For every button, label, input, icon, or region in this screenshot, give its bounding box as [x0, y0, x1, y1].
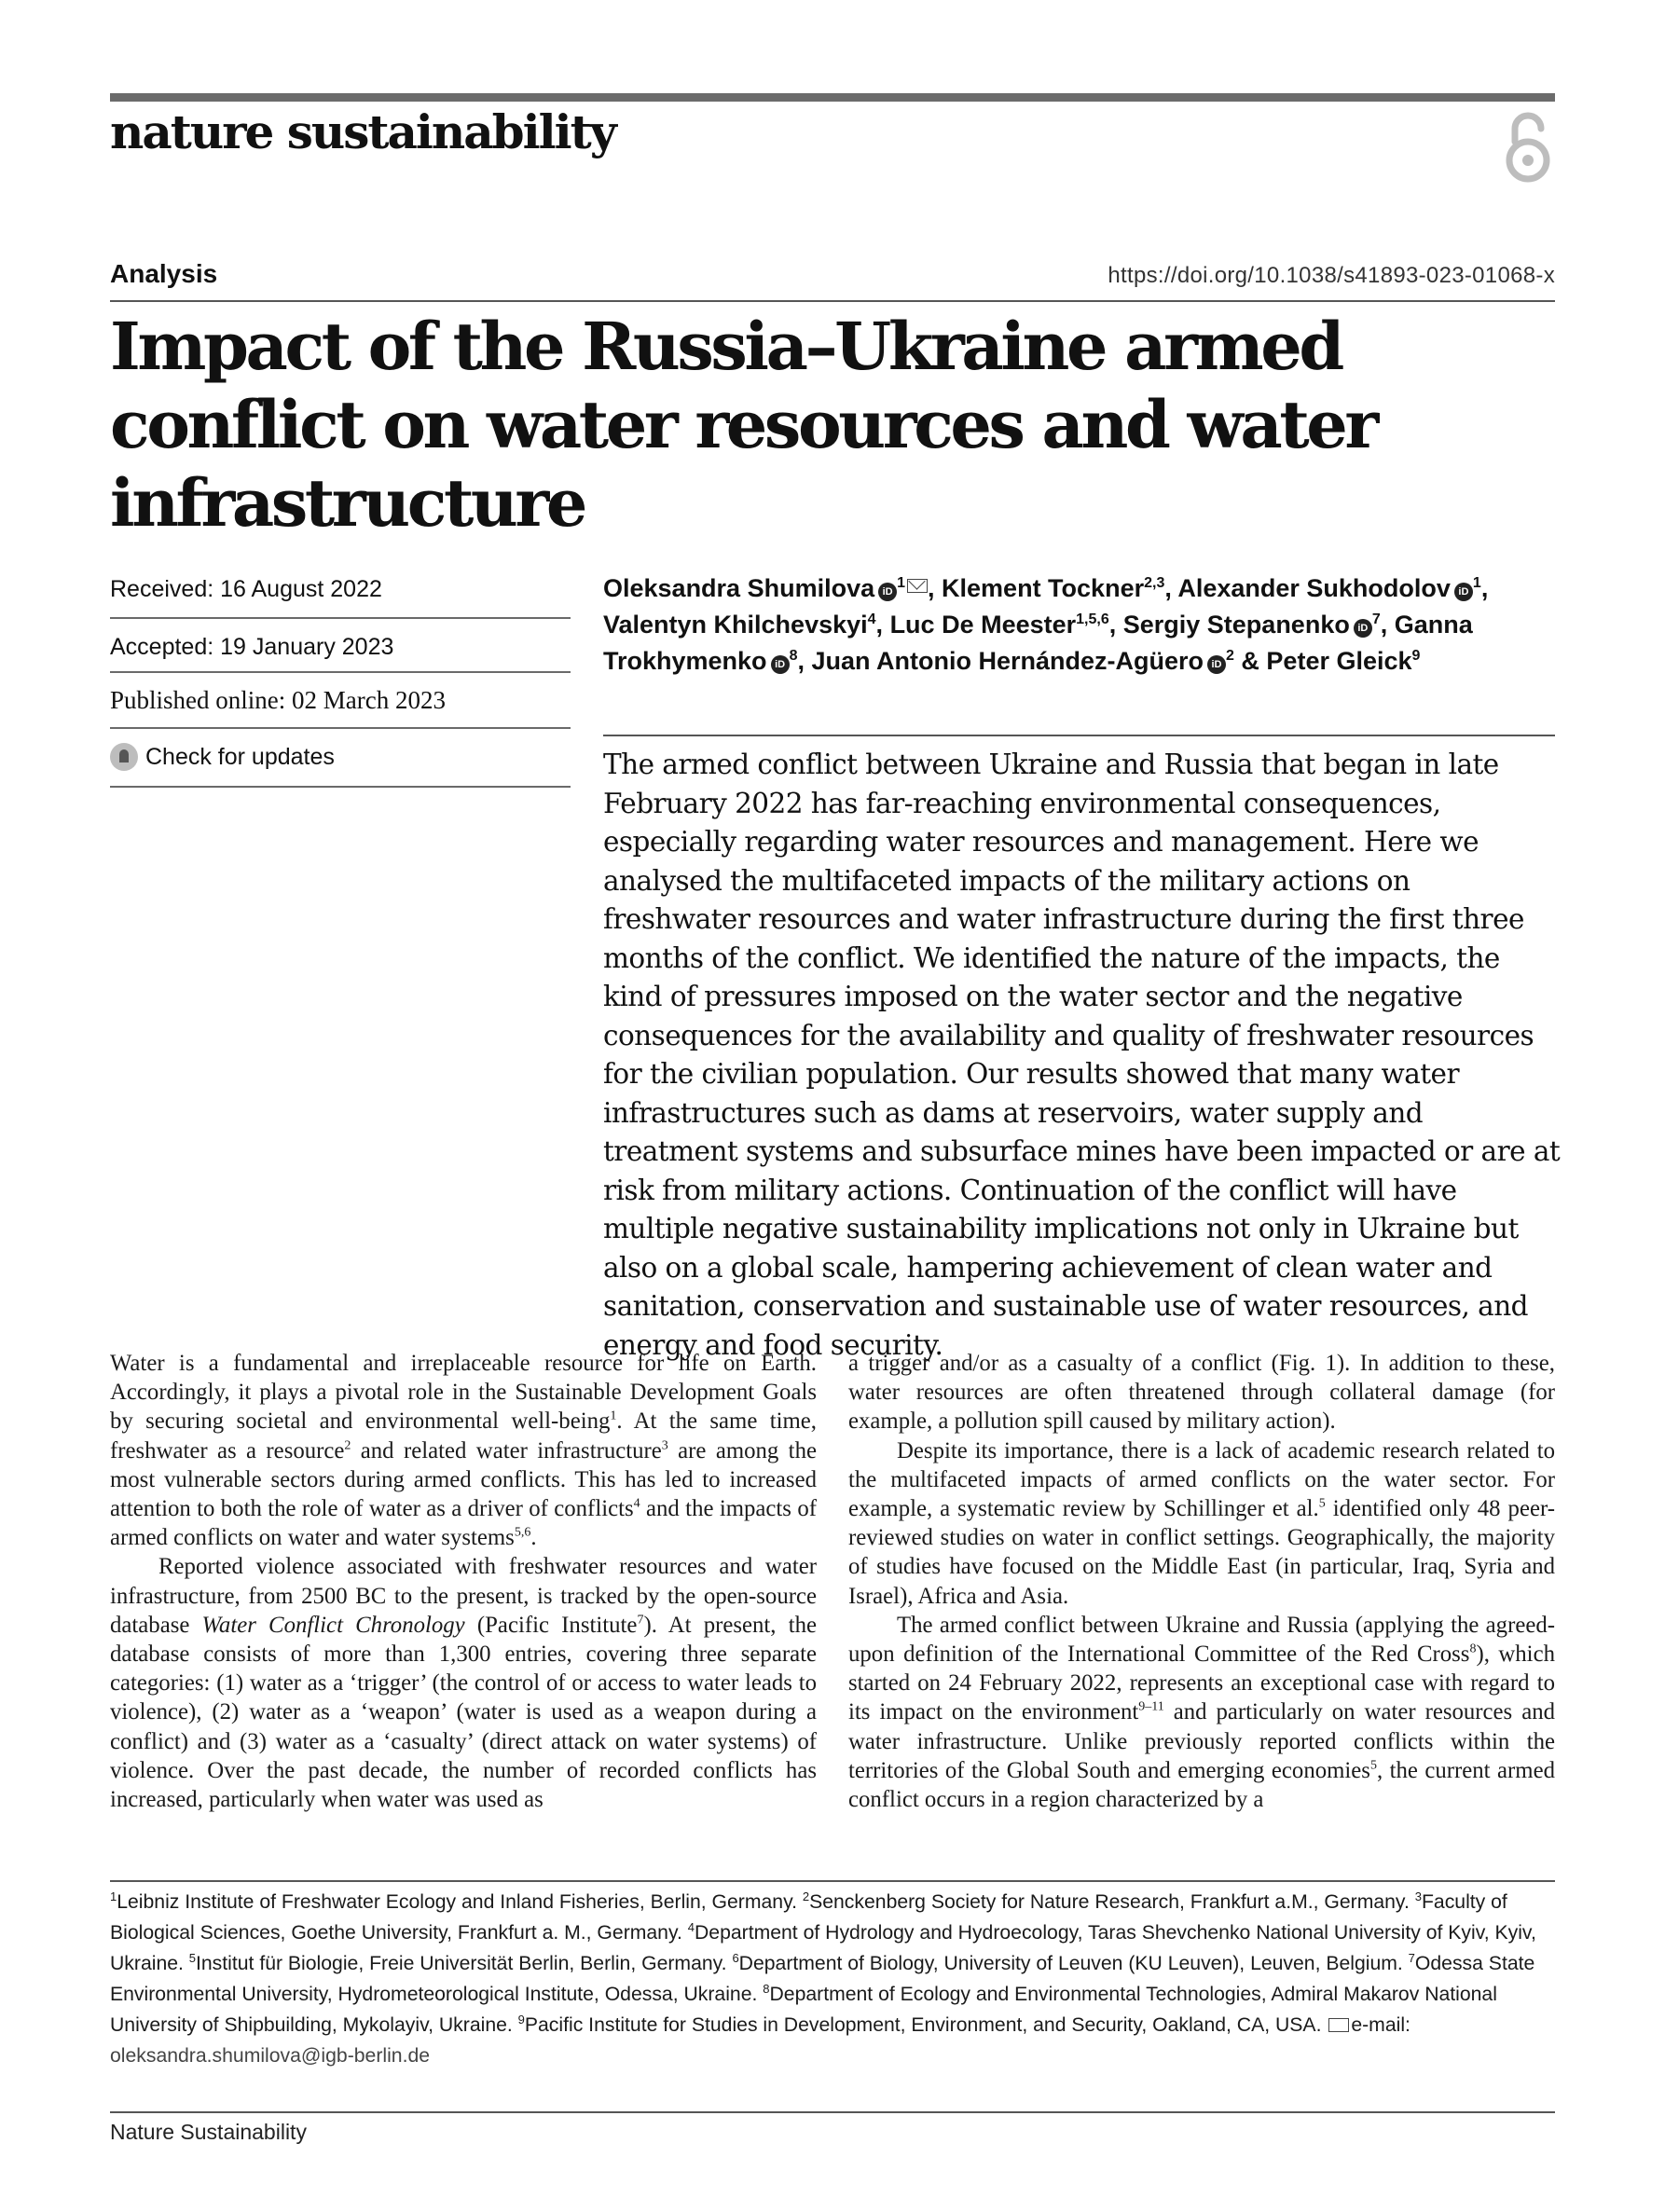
affiliation-number: 8: [763, 1981, 770, 1996]
author-affiliation: 1: [1472, 575, 1481, 591]
divider: [110, 300, 1555, 302]
author-name: Sergiy Stepanenko: [1122, 611, 1350, 639]
author-name: Peter Gleick: [1266, 647, 1412, 675]
text: identified only 48 peer-reviewed studies on water in conflict settings. Geographically, the majority of studies have focused on the Middle East (in particular, Iraq, Syria and Israel), Africa and Asia.: [848, 1496, 1555, 1609]
affiliation-number: 4: [687, 1919, 695, 1934]
author-list: Oleksandra Shumilova $iD^1$ , Klement Tockner$^{2,3}$, Alexander Sukhodolov $iD^1$, Valentyn Khilchevskyi$^4$, Luc De Meester$^{1,5,6}$, Sergiy Stepanenko $iD^7$, Ganna Trokhymenko $iD^8$, Juan Antonio Hernández-Agüero $iD^2$ & Peter Gleick$^9$: [603, 574, 1489, 675]
affiliation-text: Institut für Biologie, Freie Universität Berlin, Berlin, Germany.: [196, 1953, 733, 1974]
author-name: Valentyn Khilchevskyi: [603, 611, 868, 639]
abstract: The armed conflict between Ukraine and Russia that began in late February 2022 has far-reaching environmental consequences, especially regarding water resources and management. Here we analysed the multifaceted impacts of the military actions on freshwater resources and water infrastructure during the first three months of the conflict. We identified the nature of the impacts, the kind of pressures imposed on the water sector and the negative consequences for the availability and quality of freshwater resources for the civilian population. Our results showed that many water infrastructures such as dams at reservoirs, water supply and treatment systems and subsurface mines have been impacted or are at risk from military actions. Continuation of the conflict will have multiple negative sustainability implications not only in Ukraine but also on a global scale, hampering achievement of clean water and sanitation, conservation and sustainable use of water resources, and energy and food security.: [603, 749, 1561, 1361]
divider: [603, 735, 1555, 736]
author-affiliation: 2: [1226, 648, 1234, 664]
author: [1177, 574, 1480, 602]
citation[interactable]: 7: [637, 1613, 644, 1628]
top-rule: [110, 93, 1555, 102]
text: , the current armed conflict occurs in a region characterized by a: [848, 1757, 1555, 1813]
envelope-icon: [1328, 2018, 1349, 2032]
author: [942, 574, 1164, 602]
paragraph: [848, 1349, 1555, 1436]
paragraph: [848, 1436, 1555, 1611]
affiliation-number: 9: [517, 2012, 525, 2027]
check-updates-link[interactable]: [110, 743, 571, 777]
affiliation-text: Senckenberg Society for Nature Research, Frankfurt a.M., Germany.: [809, 1891, 1415, 1913]
citation[interactable]: 3: [661, 1438, 668, 1453]
divider: [110, 671, 571, 673]
author: [890, 611, 1109, 639]
author-affiliation: 1,5,6: [1076, 611, 1109, 627]
published-date: Published online: 02 March 2023: [110, 686, 446, 714]
divider: [110, 617, 571, 619]
author-affiliation: 4: [867, 611, 876, 627]
accepted-date: Accepted: 19 January 2023: [110, 634, 394, 660]
received-date: Received: 16 August 2022: [110, 576, 382, 602]
italic-text: Water Conflict Chronology: [201, 1612, 465, 1638]
paragraph: [110, 1349, 817, 1552]
author: [1266, 647, 1420, 675]
author: [811, 647, 1233, 675]
orcid-icon[interactable]: iD: [878, 583, 897, 601]
journal-name: nature sustainability: [110, 104, 615, 159]
text: (Pacific Institute: [464, 1612, 638, 1638]
text: and the impacts of armed conflicts on water and water systems: [110, 1496, 817, 1551]
text: .: [530, 1525, 537, 1551]
affiliations: [110, 1887, 1555, 2071]
divider: [110, 727, 571, 729]
affiliation-number: 1: [110, 1889, 117, 1903]
affiliation-text: Department of Hydrology and Hydroecology, Taras Shevchenko National University of Kyiv, Kyiv, Ukraine.: [110, 1922, 1536, 1974]
orcid-icon[interactable]: iD: [1354, 619, 1372, 638]
paragraph: [110, 1552, 817, 1814]
text: ). At present, the database consists of more than 1,300 entries, covering three separate categories: (1) water as a ‘trigger’ (the control of or access to water leads to violence), (2) water as a ‘weapon’ (water is used as a weapon during a conflict) and (3) water as a ‘casualty’ (direct attack on water systems) of violence. Over the past decade, the number of recorded conflicts has increased, particularly when water was used as: [110, 1612, 817, 1813]
citation[interactable]: 9–11: [1138, 1700, 1164, 1715]
text: ), which started on 24 February 2022, represents an exceptional case with regard to its impact on the environment: [848, 1642, 1555, 1725]
affiliation-number: 6: [732, 1950, 739, 1965]
citation[interactable]: 4: [633, 1496, 640, 1511]
article-title: Impact of the Russia–Ukraine armed conflict on water resources and water infrastructure: [110, 308, 1376, 542]
affiliation-text: Department of Biology, University of Leuven (KU Leuven), Leuven, Belgium.: [738, 1953, 1409, 1974]
affiliation-number: 2: [802, 1889, 810, 1903]
affiliation-text: Department of Ecology and Environmental Technologies, Admiral Makarov National University of Shipbuilding, Mykolayiv, Ukraine.: [110, 1984, 1497, 2036]
text: Reported violence associated with freshwater resources and water infrastructure, from 2500 BC to the present, is tracked by the open-source database: [110, 1554, 817, 1638]
affiliation-text: Faculty of Biological Sciences, Goethe University, Frankfurt a. M., Germany.: [110, 1891, 1507, 1944]
divider: [110, 786, 571, 788]
check-for-updates-icon: [110, 743, 138, 771]
author-affiliation: 1: [897, 575, 906, 591]
citation[interactable]: 1: [610, 1409, 617, 1424]
citation[interactable]: 5: [1369, 1758, 1377, 1773]
affiliation-number: 7: [1408, 1950, 1415, 1965]
citation[interactable]: 5: [1318, 1496, 1326, 1511]
affiliation-text: Pacific Institute for Studies in Development, Environment, and Security, Oakland, CA, USA.: [524, 2014, 1328, 2036]
citation[interactable]: 5,6: [514, 1525, 531, 1540]
paragraph: [848, 1611, 1555, 1814]
text: are among the most vulnerable sectors during armed conflicts. This has led to increased attention to both the role of water as a driver of conflicts: [110, 1437, 817, 1522]
text: The armed conflict between Ukraine and Russia (applying the agreed-upon definition of the International Committee of the Red Cross: [848, 1612, 1555, 1668]
affiliation-number: 3: [1414, 1889, 1422, 1903]
doi-link[interactable]: https://doi.org/10.1038/s41893-023-01068-x: [1108, 263, 1555, 288]
footer-journal: Nature Sustainability: [110, 2120, 307, 2144]
article-type: Analysis: [110, 259, 218, 288]
author-name: Juan Antonio Hernández-Agüero: [811, 647, 1204, 675]
orcid-icon[interactable]: iD: [1454, 583, 1473, 601]
divider: [110, 2111, 1555, 2113]
divider: [110, 1880, 1555, 1882]
text: . At the same time, freshwater as a resource: [110, 1408, 817, 1463]
open-access-lock-icon: [1505, 110, 1551, 185]
author-name: Oleksandra Shumilova: [603, 574, 875, 602]
text: Water is a fundamental and irreplaceable resource for life on Earth. Accordingly, it plays a pivotal role in the Sustainable Development Goals by securing societal and environmental well-being: [110, 1351, 817, 1435]
affiliation-number: 5: [188, 1950, 197, 1965]
text: and particularly on water resources and water infrastructure. Unlike previously reported conflicts within the territories of the Global South and emerging economies: [848, 1699, 1555, 1783]
author-affiliation: 9: [1411, 648, 1421, 664]
citation[interactable]: 2: [344, 1438, 351, 1453]
body-column-right: [848, 1349, 1555, 1814]
author-affiliation: 2,3: [1144, 575, 1165, 591]
author-name: Ganna Trokhymenko: [603, 611, 1473, 675]
text: and related water infrastructure: [351, 1437, 662, 1463]
author-affiliation: 8: [789, 648, 798, 664]
body-column-left: [110, 1349, 817, 1814]
envelope-icon[interactable]: [907, 579, 928, 593]
author: [603, 611, 876, 639]
check-updates-label: Check for updates: [145, 743, 335, 770]
orcid-icon[interactable]: iD: [1207, 655, 1226, 674]
orcid-icon[interactable]: iD: [771, 655, 790, 674]
text: a trigger and/or as a casualty of a conflict (Fig. 1). In addition to these, water resources are often threatened through collateral damage (for example, a pollution spill caused by military action).: [848, 1351, 1555, 1435]
author-name: Klement Tockner: [942, 574, 1145, 602]
affiliation-text: Odessa State Environmental University, Hydrometeorological Institute, Odessa, Ukraine.: [110, 1953, 1535, 2005]
email-link[interactable]: oleksandra.shumilova@igb-berlin.de: [110, 2045, 431, 2067]
citation[interactable]: 8: [1469, 1642, 1477, 1656]
text: Despite its importance, there is a lack of academic research related to the multifaceted impacts of armed conflicts on the water sector. For example, a systematic review by Schillinger et al.: [848, 1437, 1555, 1522]
author: [1123, 611, 1381, 639]
author-name: Luc De Meester: [889, 611, 1077, 639]
author-affiliation: 7: [1371, 611, 1381, 627]
email-label: e-mail:: [1351, 2014, 1410, 2036]
affiliation-text: Leibniz Institute of Freshwater Ecology and Inland Fisheries, Berlin, Germany.: [117, 1891, 803, 1913]
author-name: Alexander Sukhodolov: [1177, 574, 1451, 602]
author: [603, 574, 928, 602]
